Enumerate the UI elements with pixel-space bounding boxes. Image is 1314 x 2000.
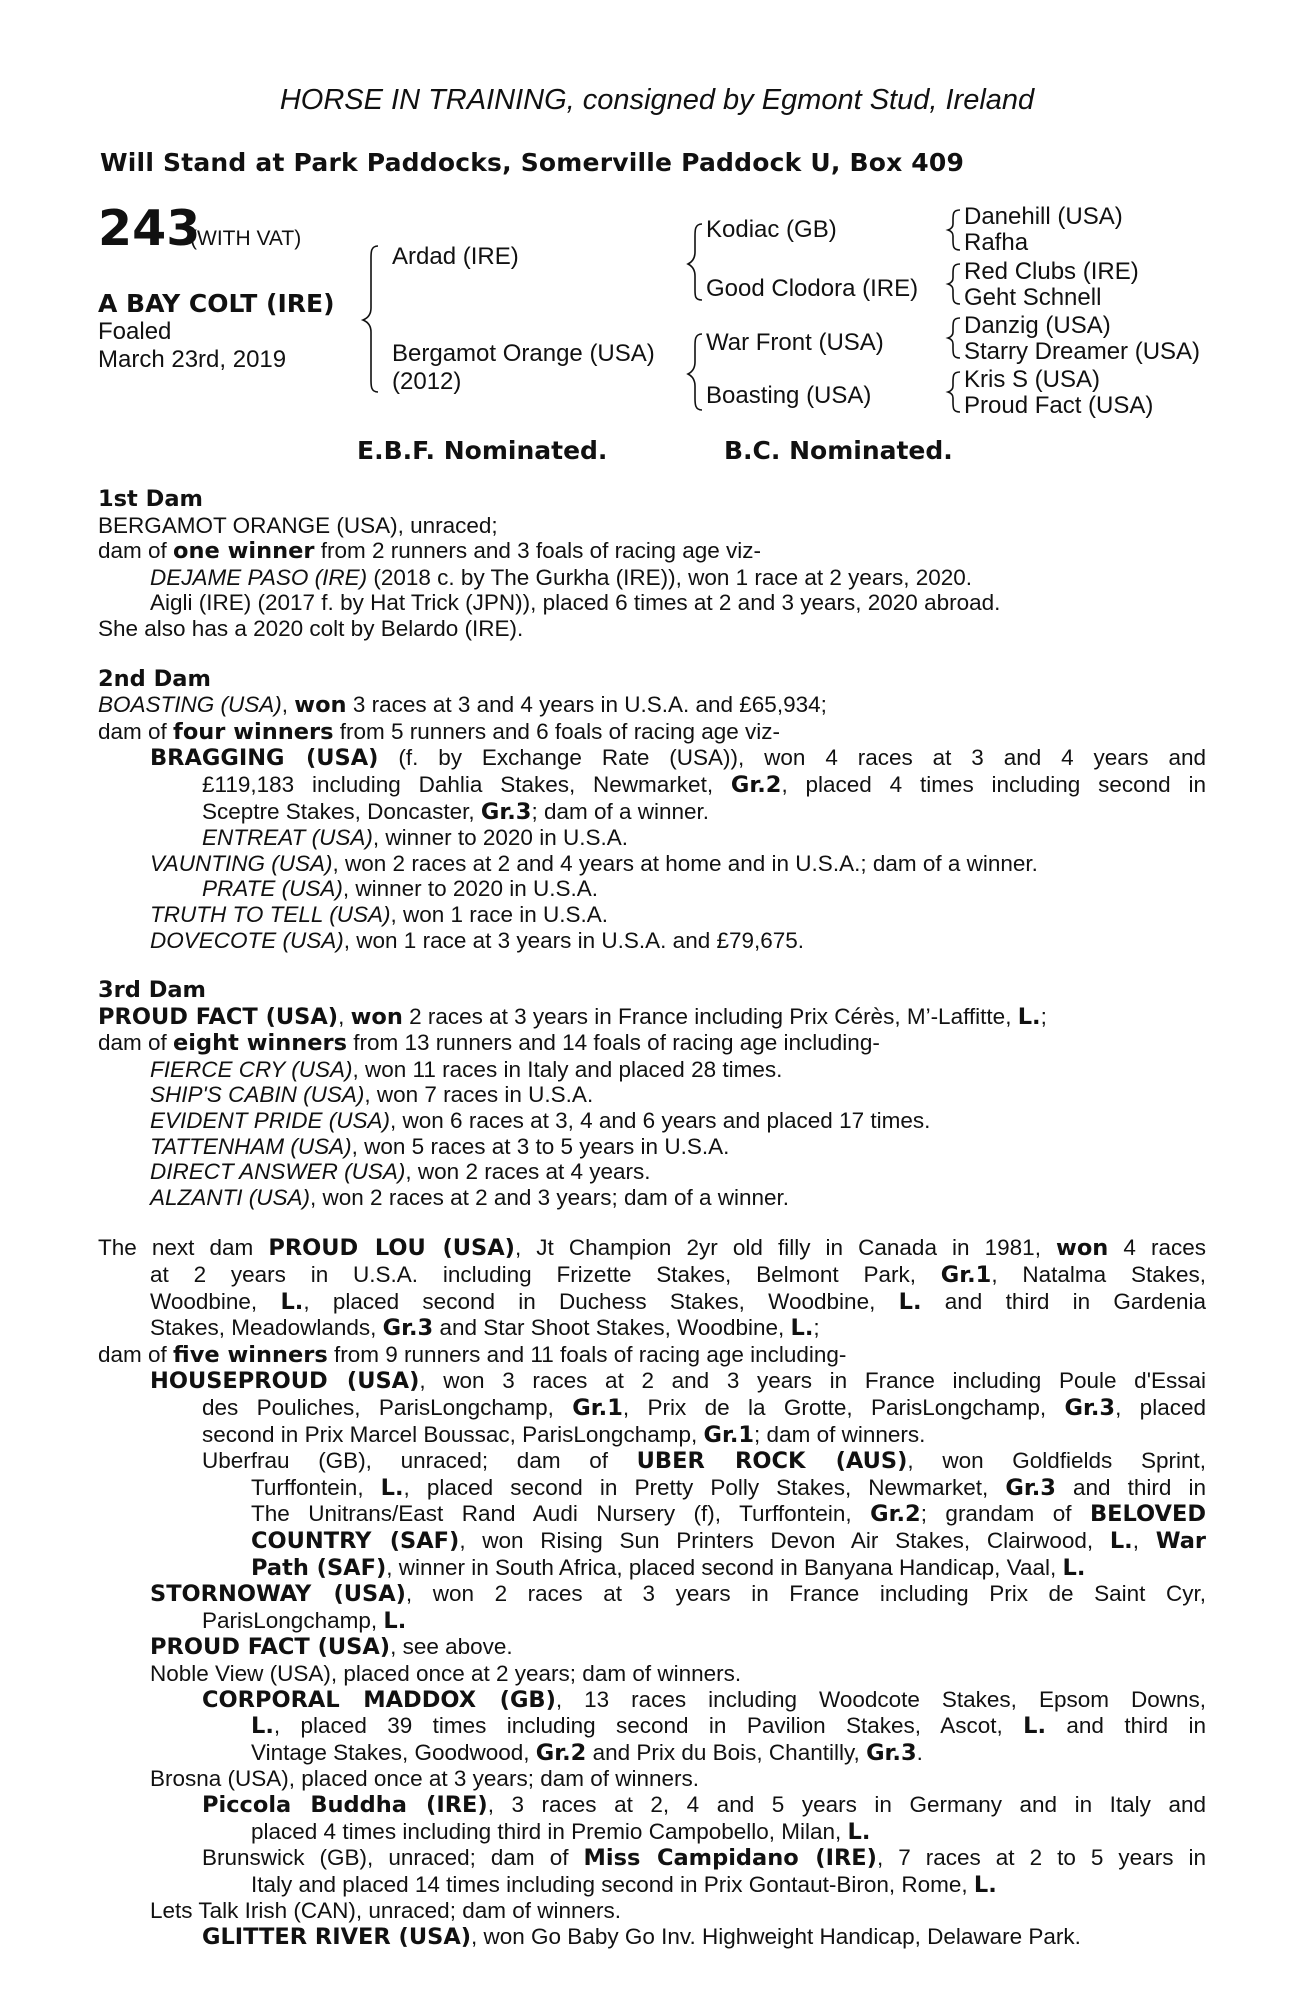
pedigree-gen3-4: Geht Schnell — [964, 284, 1102, 311]
section-heading: 1st Dam — [98, 486, 203, 512]
bold-text: Gr.3 — [866, 1739, 917, 1766]
text-segment: . — [916, 1739, 923, 1765]
text-segment: , winner to 2020 in U.S.A. — [342, 876, 598, 902]
text-segment: The next dam — [98, 1235, 269, 1261]
text-segment: ParisLongchamp, — [202, 1607, 384, 1633]
text-segment: (2018 c. by The Gurkha (IRE)), won 1 race at 2 years, 2020. — [367, 564, 972, 590]
text-line — [98, 1185, 1206, 1211]
text-segment: , placed 39 times including second in Pavilion Stakes, Ascot, — [273, 1713, 1024, 1739]
text-line — [98, 851, 1206, 877]
text-segment: ; dam of a winner. — [531, 798, 710, 824]
foaled-label: Foaled — [98, 318, 172, 345]
text-line — [98, 1422, 1206, 1449]
text-segment: Vintage Stakes, Goodwood, — [251, 1739, 536, 1765]
pedigree-dam-sire: War Front (USA) — [706, 329, 884, 356]
bold-text: won — [294, 692, 347, 719]
text-line — [98, 692, 1206, 719]
text-line — [98, 1082, 1206, 1108]
bold-text: L. — [280, 1288, 304, 1315]
bold-text: STORNOWAY (USA) — [150, 1581, 406, 1608]
foaled-date: March 23rd, 2019 — [98, 346, 287, 373]
text-segment: , won 5 races at 3 to 5 years in U.S.A. — [351, 1133, 730, 1159]
bold-text: won — [1056, 1235, 1109, 1262]
bold-text: L. — [251, 1713, 274, 1740]
text-segment: and Prix du Bois, Chantilly, — [586, 1739, 867, 1765]
text-segment: Stakes, Meadowlands, — [150, 1315, 383, 1341]
text-segment: from 5 runners and 6 foals of racing age viz- — [333, 718, 781, 744]
text-line — [98, 1030, 1206, 1057]
text-line — [98, 772, 1206, 799]
text-segment: from 9 runners and 11 foals of racing age including- — [327, 1341, 847, 1367]
text-line — [98, 616, 1206, 642]
bold-text: Path (SAF) — [251, 1554, 387, 1581]
pedigree-gen3-6: Starry Dreamer (USA) — [964, 338, 1201, 365]
bold-text: Gr.3 — [1064, 1395, 1116, 1421]
bold-text: L. — [1109, 1527, 1133, 1554]
text-segment: , won Go Baby Go Inv. Highweight Handicap, Delaware Park. — [471, 1923, 1081, 1949]
lot-number: 243 — [98, 200, 201, 257]
text-line — [98, 1448, 1206, 1475]
bold-text: L. — [790, 1315, 814, 1342]
italic-text: ALZANTI (USA) — [150, 1184, 311, 1210]
text-line — [98, 1528, 1206, 1555]
text-segment: ; — [813, 1315, 820, 1341]
dam-section — [98, 978, 1206, 1210]
bold-text: GLITTER RIVER (USA) — [202, 1923, 472, 1950]
bold-text: Gr.2 — [535, 1739, 587, 1766]
section-heading: 2nd Dam — [98, 665, 211, 692]
text-line — [98, 1475, 1206, 1502]
bold-text: Gr.1 — [703, 1421, 755, 1448]
text-segment: Lets Talk Irish (CAN), unraced; dam of winners. — [150, 1898, 622, 1924]
stand-location: Will Stand at Park Paddocks, Somerville Paddock U, Box 409 — [100, 148, 965, 177]
pedigree-brace-dam — [688, 334, 702, 410]
text-line — [98, 1395, 1206, 1422]
pedigree-dam — [392, 340, 655, 396]
page-title: HORSE IN TRAINING, consigned by Egmont Stud, Ireland — [279, 84, 1035, 116]
text-line — [98, 1368, 1206, 1395]
text-segment: (f. by Exchange Rate (USA)), won 4 races at 3 and 4 years and — [378, 745, 1206, 771]
text-segment: 4 races — [1108, 1235, 1206, 1261]
text-line — [98, 1872, 1206, 1899]
text-segment: She also has a 2020 colt by Belardo (IRE). — [98, 615, 524, 641]
text-segment: , winner in South Africa, placed second in Banyana Handicap, Vaal, — [386, 1554, 1063, 1580]
bold-text: BELOVED — [1089, 1501, 1206, 1528]
text-line — [98, 1134, 1206, 1160]
text-line — [98, 1004, 1206, 1031]
bc-nominated: B.C. Nominated. — [724, 436, 953, 465]
pedigree-gen3-2: Rafha — [964, 229, 1029, 256]
text-line — [98, 1342, 1206, 1369]
horse-name: A BAY COLT (IRE) — [98, 289, 335, 318]
italic-text: EVIDENT PRIDE (USA) — [150, 1108, 391, 1134]
text-segment: and third in — [1046, 1713, 1207, 1739]
italic-text: TRUTH TO TELL (USA) — [150, 901, 391, 927]
bold-text: War — [1155, 1527, 1206, 1554]
pedigree-gen3-5: Danzig (USA) — [964, 312, 1111, 339]
pedigree-brace-clodora — [948, 264, 960, 304]
text-segment: , — [281, 692, 295, 718]
text-segment: from 13 runners and 14 foals of racing age including- — [347, 1030, 880, 1056]
bold-text: L. — [898, 1288, 922, 1315]
bold-text: Gr.1 — [940, 1262, 992, 1289]
text-segment: , placed second in Duchess Stakes, Woodbine, — [303, 1288, 899, 1314]
text-segment: , won 2 races at 3 years in France including Prix de Saint Cyr, — [405, 1581, 1206, 1607]
text-line — [98, 513, 1206, 539]
text-line — [98, 1159, 1206, 1185]
pedigree-gen3-1: Danehill (USA) — [964, 203, 1123, 230]
foaled-info — [98, 318, 286, 374]
bold-text: L. — [847, 1818, 871, 1845]
text-line — [98, 799, 1206, 826]
italic-text: BOASTING (USA) — [98, 692, 282, 718]
italic-text: SHIP'S CABIN (USA) — [150, 1082, 365, 1108]
text-segment: and third in Gardenia — [921, 1288, 1206, 1314]
text-line — [98, 1924, 1206, 1951]
text-line — [98, 590, 1206, 616]
text-segment: Noble View (USA), placed once at 2 years; dam of winners. — [150, 1660, 742, 1686]
text-segment: Woodbine, — [150, 1288, 281, 1314]
text-line — [98, 1581, 1206, 1608]
text-line — [98, 1740, 1206, 1767]
text-segment: , won 7 races in U.S.A. — [364, 1082, 594, 1108]
ebf-nominated: E.B.F. Nominated. — [357, 436, 608, 465]
bold-text: PROUD FACT (USA) — [98, 1003, 339, 1030]
text-segment: dam of — [98, 538, 174, 564]
text-segment: , placed — [1115, 1395, 1206, 1420]
text-segment: and third in — [1055, 1474, 1207, 1500]
text-segment: , placed second in Pretty Polly Stakes, Newmarket, — [403, 1474, 1006, 1500]
italic-text: DOVECOTE (USA) — [150, 927, 344, 953]
text-segment: , won Rising Sun Printers Devon Air Stakes, Clairwood, — [459, 1527, 1110, 1553]
text-line — [98, 1262, 1206, 1289]
text-segment: des Pouliches, ParisLongchamp, — [202, 1395, 573, 1420]
bold-text: Gr.3 — [382, 1315, 434, 1342]
text-segment: and Star Shoot Stakes, Woodbine, — [433, 1315, 791, 1341]
text-segment: placed 4 times including third in Premio Campobello, Milan, — [251, 1818, 848, 1844]
pedigree-sire: Ardad (IRE) — [392, 243, 519, 270]
bold-text: HOUSEPROUD (USA) — [150, 1368, 420, 1395]
text-segment: dam of — [98, 718, 174, 744]
text-line — [98, 1819, 1206, 1846]
dam-section — [98, 487, 1206, 642]
bold-text: CORPORAL MADDOX (GB) — [202, 1686, 556, 1713]
bold-text: four winners — [173, 718, 334, 745]
text-segment: ; — [1040, 1003, 1047, 1029]
text-line — [98, 1661, 1206, 1687]
text-segment: £119,183 including Dahlia Stakes, Newmarket, — [202, 771, 731, 797]
pedigree-brace-sire — [688, 224, 702, 300]
bold-text: L. — [1017, 1003, 1041, 1030]
text-segment: , see above. — [390, 1634, 513, 1660]
text-segment: , won 2 races at 2 and 4 years at home and in U.S.A.; dam of a winner. — [332, 850, 1038, 876]
pedigree-gen3-8: Proud Fact (USA) — [964, 392, 1154, 419]
text-segment: , won 1 race at 3 years in U.S.A. and £79,675. — [343, 927, 805, 953]
bold-text: PROUD LOU (USA) — [268, 1235, 515, 1262]
text-segment: Brunswick (GB), unraced; dam of — [202, 1845, 584, 1871]
italic-text: TATTENHAM (USA) — [150, 1133, 352, 1159]
text-segment: The Unitrans/East Rand Audi Nursery (f), Turffontein, — [251, 1501, 871, 1527]
bold-text: Gr.3 — [1005, 1474, 1056, 1501]
text-segment: , won Goldfields Sprint, — [907, 1448, 1206, 1474]
text-segment: , won 1 race in U.S.A. — [390, 901, 609, 927]
vat-label: (WITH VAT) — [190, 227, 302, 250]
italic-text: VAUNTING (USA) — [150, 850, 333, 876]
text-line — [98, 928, 1206, 954]
text-segment: , Natalma Stakes, — [991, 1262, 1206, 1288]
pedigree-brace-kodiac — [948, 210, 960, 250]
bold-text: Gr.2 — [730, 771, 782, 798]
section-heading: 3rd Dam — [98, 977, 206, 1004]
bold-text: Gr.1 — [572, 1395, 623, 1421]
text-segment: , winner to 2020 in U.S.A. — [372, 825, 628, 851]
text-line — [98, 902, 1206, 928]
text-segment: , — [338, 1003, 351, 1029]
bold-text: won — [350, 1003, 403, 1030]
text-line — [98, 1845, 1206, 1872]
text-segment: ; grandam of — [920, 1501, 1090, 1527]
bold-text: COUNTRY (SAF) — [251, 1527, 460, 1554]
text-line — [98, 565, 1206, 591]
text-segment: ; dam of winners. — [754, 1421, 926, 1447]
text-line — [98, 1315, 1206, 1342]
text-line — [98, 1555, 1206, 1582]
text-segment: Sceptre Stakes, Doncaster, — [202, 798, 481, 824]
dam-section — [98, 667, 1206, 954]
bold-text: L. — [380, 1474, 404, 1501]
text-segment: Turffontein, — [251, 1474, 381, 1500]
text-segment: dam of — [98, 1030, 174, 1056]
text-line — [98, 1766, 1206, 1792]
pedigree-dam-year: (2012) — [392, 368, 462, 395]
text-line — [98, 538, 1206, 565]
text-segment: , won 2 races at 4 years. — [405, 1159, 651, 1185]
text-line — [98, 745, 1206, 772]
text-line — [98, 876, 1206, 902]
text-segment: 3 races at 3 and 4 years in U.S.A. and £65,934; — [346, 692, 827, 718]
text-line — [98, 1713, 1206, 1740]
text-segment: , Prix de la Grotte, ParisLongchamp, — [622, 1395, 1065, 1420]
text-segment: , 13 races including Woodcote Stakes, Epsom Downs, — [555, 1686, 1207, 1712]
text-line — [98, 1687, 1206, 1714]
pedigree-sire-sire: Kodiac (GB) — [706, 216, 837, 243]
bold-text: L. — [1062, 1554, 1086, 1581]
text-line — [98, 1235, 1206, 1262]
bold-text: one winner — [173, 538, 315, 565]
bold-text: L. — [383, 1607, 407, 1634]
text-line — [98, 719, 1206, 746]
pedigree-dam-dam: Boasting (USA) — [706, 382, 872, 409]
text-segment: from 2 runners and 3 foals of racing age viz- — [314, 538, 761, 564]
text-segment: 2 races at 3 years in France including Prix Cérès, M’-Laffitte, — [402, 1003, 1018, 1029]
text-segment: , won 11 races in Italy and placed 28 times. — [352, 1056, 783, 1082]
bold-text: eight winners — [173, 1030, 348, 1057]
text-segment: Brosna (USA), placed once at 3 years; dam of winners. — [150, 1766, 700, 1792]
text-line — [98, 1501, 1206, 1528]
italic-text: FIERCE CRY (USA) — [150, 1056, 353, 1082]
text-segment: dam of — [98, 1341, 174, 1367]
pedigree-gen3-3: Red Clubs (IRE) — [964, 258, 1139, 285]
text-line — [98, 1634, 1206, 1661]
bold-text: L. — [1023, 1713, 1047, 1740]
text-segment: BERGAMOT ORANGE (USA), unraced; — [98, 512, 498, 538]
text-segment: , won 6 races at 3, 4 and 6 years and placed 17 times. — [390, 1108, 931, 1134]
bold-text: five winners — [173, 1341, 328, 1368]
pedigree-brace-warfront — [948, 318, 960, 358]
text-segment: , — [1132, 1527, 1156, 1553]
text-segment: Uberfrau (GB), unraced; dam of — [202, 1448, 637, 1474]
text-line — [98, 825, 1206, 851]
italic-text: DEJAME PASO (IRE) — [150, 564, 368, 590]
italic-text: PRATE (USA) — [202, 876, 343, 902]
text-line — [98, 1057, 1206, 1083]
text-segment: , Jt Champion 2yr old filly in Canada in 1981, — [514, 1235, 1057, 1261]
text-line — [98, 1108, 1206, 1134]
text-line — [98, 1898, 1206, 1924]
pedigree-brace-main — [363, 246, 378, 392]
text-line — [98, 1608, 1206, 1635]
text-segment: , 3 races at 2, 4 and 5 years in Germany and in Italy and — [487, 1791, 1206, 1817]
bold-text: PROUD FACT (USA) — [150, 1634, 391, 1661]
text-segment: Aigli (IRE) (2017 f. by Hat Trick (JPN)), placed 6 times at 2 and 3 years, 2020 abroad. — [150, 590, 1001, 616]
text-segment: , won 2 races at 2 and 3 years; dam of a winner. — [310, 1184, 790, 1210]
text-segment: Italy and placed 14 times including second in Prix Gontaut-Biron, Rome, — [251, 1871, 974, 1897]
pedigree-notes — [98, 487, 1206, 1950]
pedigree-sire-dam: Good Clodora (IRE) — [706, 275, 919, 302]
bold-text: Piccola Buddha (IRE) — [202, 1791, 488, 1818]
bold-text: Gr.2 — [870, 1501, 921, 1528]
bold-text: Miss Campidano (IRE) — [583, 1845, 877, 1872]
text-segment: at 2 years in U.S.A. including Frizette Stakes, Belmont Park, — [150, 1262, 941, 1288]
bold-text: Gr.3 — [480, 798, 532, 825]
text-segment: , 7 races at 2 to 5 years in — [876, 1845, 1206, 1871]
text-segment: second in Prix Marcel Boussac, ParisLongchamp, — [202, 1421, 704, 1447]
text-line — [98, 1792, 1206, 1819]
bold-text: BRAGGING (USA) — [150, 745, 379, 772]
pedigree-brace-boasting — [948, 372, 960, 412]
bold-text: L. — [973, 1871, 997, 1898]
text-segment: , won 3 races at 2 and 3 years in France including Poule d'Essai — [419, 1368, 1207, 1394]
italic-text: DIRECT ANSWER (USA) — [150, 1159, 406, 1185]
bold-text: UBER ROCK (AUS) — [636, 1448, 908, 1475]
pedigree-gen3-7: Kris S (USA) — [964, 366, 1101, 393]
text-segment: , placed 4 times including second in — [781, 771, 1207, 797]
dam-section — [98, 1235, 1206, 1950]
pedigree-dam-name: Bergamot Orange (USA) — [392, 340, 655, 367]
italic-text: ENTREAT (USA) — [202, 825, 373, 851]
text-line — [98, 1289, 1206, 1316]
